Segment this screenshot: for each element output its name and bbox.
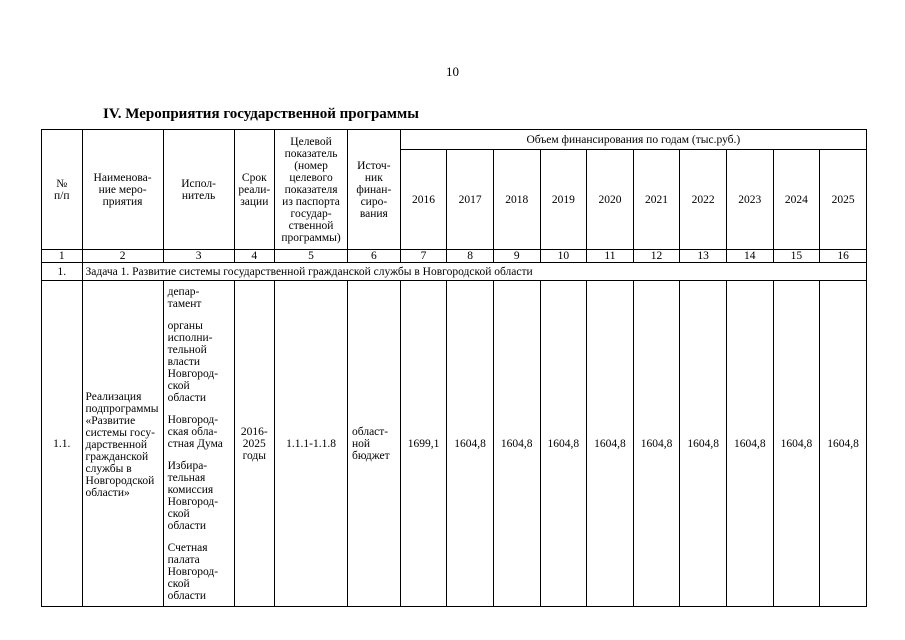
- column-number: 4: [234, 250, 275, 263]
- column-number: 14: [726, 250, 773, 263]
- section-title: IV. Мероприятия государственной программы: [103, 106, 419, 122]
- row-value: 1604,8: [633, 281, 680, 607]
- executor-item: органы исполни- тельной власти Новгород- ской области: [167, 319, 219, 404]
- row-value: 1604,8: [773, 281, 820, 607]
- row-value: 1604,8: [587, 281, 634, 607]
- header-source: Источ- ник финан- сиро- вания: [348, 130, 401, 250]
- row-name: Реализация подпрограммы «Развитие системы госу- дарственной гражданской службы в Новгородской области»: [82, 281, 163, 607]
- header-year: 2016: [400, 150, 447, 250]
- executor-item: депар- тамент: [167, 285, 202, 310]
- row-num: 1.1.: [42, 281, 83, 607]
- row-value: 1604,8: [680, 281, 727, 607]
- column-number: 2: [82, 250, 163, 263]
- header-year: 2021: [633, 150, 680, 250]
- header-year: 2018: [493, 150, 540, 250]
- header-year: 2022: [680, 150, 727, 250]
- header-year: 2025: [820, 150, 867, 250]
- header-executor: Испол- нитель: [163, 130, 234, 250]
- program-activities-table: [41, 129, 867, 607]
- header-num: № п/п: [42, 130, 83, 250]
- page-number: 10: [446, 64, 459, 79]
- column-number: 15: [773, 250, 820, 263]
- table-row: [42, 281, 867, 607]
- row-value: 1699,1: [400, 281, 447, 607]
- row-target: 1.1.1-1.1.8: [275, 281, 348, 607]
- task-num: 1.: [42, 263, 83, 281]
- header-year: 2023: [726, 150, 773, 250]
- header-year: 2020: [587, 150, 634, 250]
- executor-item: Счетная палата Новгород- ской области: [167, 541, 219, 602]
- row-value: 1604,8: [493, 281, 540, 607]
- column-number: 12: [633, 250, 680, 263]
- column-number: 6: [348, 250, 401, 263]
- row-executors: [163, 281, 234, 607]
- executor-item: Новгород- ская обла- стная Дума: [167, 413, 223, 450]
- column-number: 16: [820, 250, 867, 263]
- header-year: 2019: [540, 150, 587, 250]
- row-source: област- ной бюджет: [348, 281, 401, 607]
- header-year: 2024: [773, 150, 820, 250]
- task-text: Задача 1. Развитие системы государственной гражданской службы в Новгородской области: [82, 263, 866, 281]
- row-value: 1604,8: [447, 281, 494, 607]
- column-number: 11: [587, 250, 634, 263]
- column-number: 1: [42, 250, 83, 263]
- column-number: 10: [540, 250, 587, 263]
- header-term: Срок реали- зации: [234, 130, 275, 250]
- column-number: 9: [493, 250, 540, 263]
- header-name: Наименова- ние меро- приятия: [82, 130, 163, 250]
- header-funding-group: Объем финансирования по годам (тыс.руб.): [400, 130, 866, 150]
- column-number: 8: [447, 250, 494, 263]
- row-value: 1604,8: [540, 281, 587, 607]
- column-number: 3: [163, 250, 234, 263]
- column-number: 5: [275, 250, 348, 263]
- column-number: 13: [680, 250, 727, 263]
- executor-item: Избира- тельная комиссия Новгород- ской области: [167, 459, 219, 532]
- header-year: 2017: [447, 150, 494, 250]
- row-term: 2016- 2025 годы: [234, 281, 275, 607]
- header-target: Целевой показатель (номер целевого показателя из паспорта государ- ственной программы): [275, 130, 348, 250]
- row-value: 1604,8: [726, 281, 773, 607]
- task-row: [42, 263, 867, 281]
- row-value: 1604,8: [820, 281, 867, 607]
- column-number: 7: [400, 250, 447, 263]
